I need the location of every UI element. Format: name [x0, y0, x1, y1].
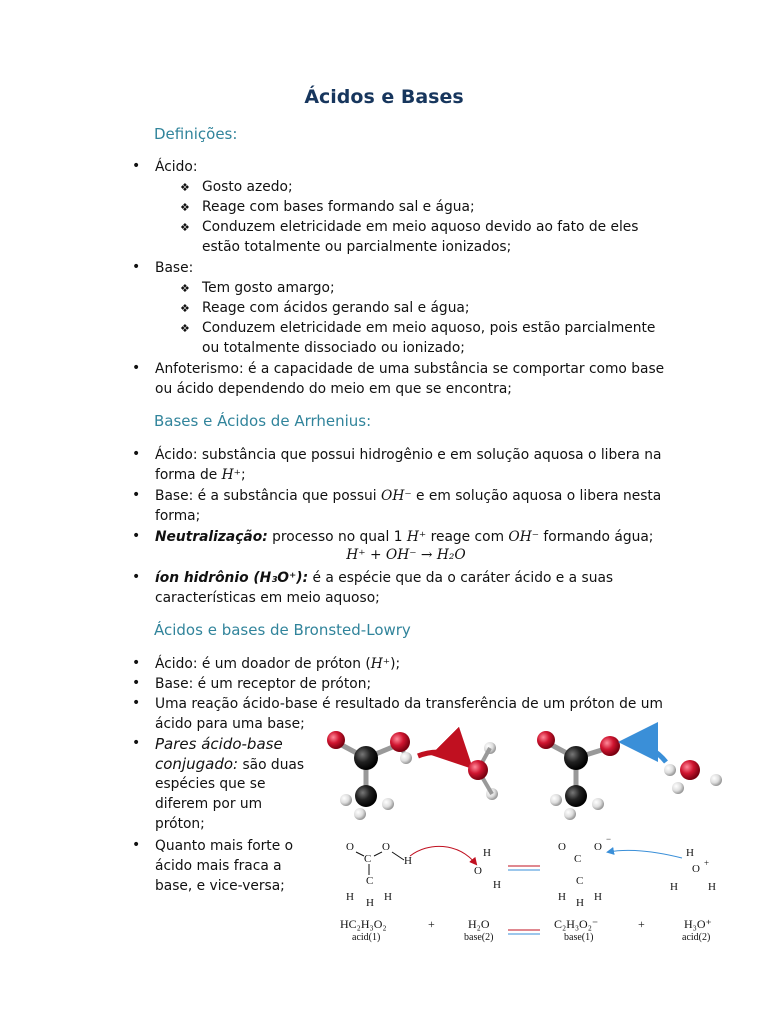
pares-line: próton; [155, 816, 205, 832]
list-item: ❖ Reage com ácidos gerando sal e água; [180, 298, 470, 319]
arrhenius-base-line: Base: é a substância que possui OH⁻ e em solução aquosa o libera nesta [155, 488, 662, 504]
list-item: ❖ Reage com bases formando sal e água; [180, 197, 475, 218]
svg-text:H: H [670, 881, 678, 893]
structural-formulas [346, 834, 716, 909]
section-heading-definicoes: Definições: [154, 125, 238, 143]
diamond-icon: ❖ [180, 302, 190, 315]
svg-text:H: H [558, 891, 566, 903]
svg-text:O: O [692, 863, 700, 875]
eq-acid-label: acid(1) [352, 932, 381, 943]
svg-text:C: C [574, 853, 582, 865]
plus-sign: + [638, 917, 645, 931]
ion-hidronio-line: características em meio aquoso; [155, 590, 380, 606]
svg-text:O: O [558, 841, 566, 853]
list-item: ❖ Conduzem eletricidade em meio aquoso devido ao fato de eles [180, 217, 638, 238]
svg-text:O: O [594, 841, 602, 853]
neutralizacao-equation: H⁺ + OH⁻ → H₂O [346, 547, 466, 563]
diamond-icon: ❖ [180, 221, 190, 234]
forte-line: Quanto mais forte o [155, 838, 294, 854]
bronsted-base-line: Base: é um receptor de próton; [155, 676, 372, 692]
bullet: • [132, 675, 141, 691]
svg-text:H: H [493, 879, 501, 891]
bullet: • [132, 735, 141, 751]
svg-text:−: − [606, 834, 612, 844]
arrhenius-base-line: forma; [155, 508, 201, 524]
acetate-molecule [537, 731, 620, 820]
neutralizacao-line: Neutralização: processo no qual 1 H⁺ reage com OH⁻ formando água; [155, 529, 654, 545]
diamond-icon: ❖ [180, 201, 190, 214]
arrhenius-acido-line: forma de H⁺; [155, 467, 246, 483]
bullet: • [132, 360, 141, 376]
bronsted-acido-line: Ácido: é um doador de próton (H⁺); [155, 656, 401, 672]
svg-text:C: C [576, 875, 584, 887]
pares-line: espécies que se [155, 776, 266, 792]
plus-sign: + [428, 917, 435, 931]
water-molecule [468, 742, 498, 800]
svg-text:O: O [346, 841, 354, 853]
bullet: • [132, 158, 141, 174]
svg-text:H: H [686, 847, 694, 859]
svg-text:H: H [594, 891, 602, 903]
svg-text:C: C [366, 875, 374, 887]
hydronium-molecule [664, 760, 722, 794]
bullet: • [132, 695, 141, 711]
diamond-icon: ❖ [180, 181, 190, 194]
ion-hidronio-line: íon hidrônio (H₃O⁺): é a espécie que da o caráter ácido e a suas [155, 570, 614, 586]
diamond-icon: ❖ [180, 282, 190, 295]
base-label: Base: [155, 260, 194, 276]
svg-text:H: H [404, 855, 412, 867]
forte-line: base, e vice-versa; [155, 878, 285, 894]
page-title: Ácidos e Bases [304, 86, 464, 108]
equation-labels [340, 917, 712, 943]
list-item: ❖ Tem gosto amargo; [180, 278, 335, 299]
svg-text:H: H [483, 847, 491, 859]
bullet: • [132, 259, 141, 275]
svg-text:O: O [474, 865, 482, 877]
arrhenius-acido-line: Ácido: substância que possui hidrogênio e em solução aquosa o libera na [155, 447, 662, 463]
diamond-icon: ❖ [180, 322, 190, 335]
section-heading-arrhenius: Bases e Ácidos de Arrhenius: [154, 412, 372, 430]
list-item-continuation: ou totalmente dissociado ou ionizado; [202, 340, 465, 356]
acid-base-reaction-figure [318, 718, 738, 948]
bullet: • [132, 569, 141, 585]
svg-text:+: + [704, 858, 710, 868]
bullet: • [132, 837, 141, 853]
svg-text:H: H [384, 891, 392, 903]
bullet: • [132, 655, 141, 671]
svg-text:H: H [366, 897, 374, 909]
list-item: ❖ Conduzem eletricidade em meio aquoso, pois estão parcialmente [180, 318, 655, 339]
svg-text:H: H [708, 881, 716, 893]
list-item-continuation: estão totalmente ou parcialmente ionizados; [202, 239, 512, 255]
reacao-line: ácido para uma base; [155, 716, 305, 732]
eq-acid: HC₂H₃O₂ [340, 917, 387, 931]
eq-hyd-label: acid(2) [682, 932, 711, 943]
section-heading-bronsted: Ácidos e bases de Bronsted-Lowry [154, 621, 411, 639]
forte-line: ácido mais fraca a [155, 858, 282, 874]
anfoterismo-line: Anfoterismo: é a capacidade de uma substância se comportar como base [155, 361, 665, 377]
bullet: • [132, 487, 141, 503]
svg-text:C: C [364, 853, 372, 865]
list-item: ❖ Gosto azedo; [180, 177, 293, 198]
acetic-acid-molecule [327, 731, 412, 820]
eq-water: H₂O [468, 917, 490, 931]
anfoterismo-line: ou ácido dependendo do meio em que se encontra; [155, 381, 512, 397]
svg-text:H: H [346, 891, 354, 903]
bullet: • [132, 446, 141, 462]
eq-hyd: H₃O⁺ [684, 917, 712, 931]
pares-line: Pares ácido-base [155, 735, 283, 753]
eq-water-label: base(2) [464, 932, 494, 943]
acido-label: Ácido: [155, 159, 198, 175]
bullet: • [132, 528, 141, 544]
svg-text:O: O [382, 841, 390, 853]
svg-text:H: H [576, 897, 584, 909]
eq-conj: C₂H₃O₂⁻ [554, 917, 599, 931]
pares-line: diferem por um [155, 796, 263, 812]
eq-conj-label: base(1) [564, 932, 594, 943]
reacao-line: Uma reação ácido-base é resultado da transferência de um próton de um [155, 696, 663, 712]
pares-line: conjugado: são duas [155, 755, 305, 773]
